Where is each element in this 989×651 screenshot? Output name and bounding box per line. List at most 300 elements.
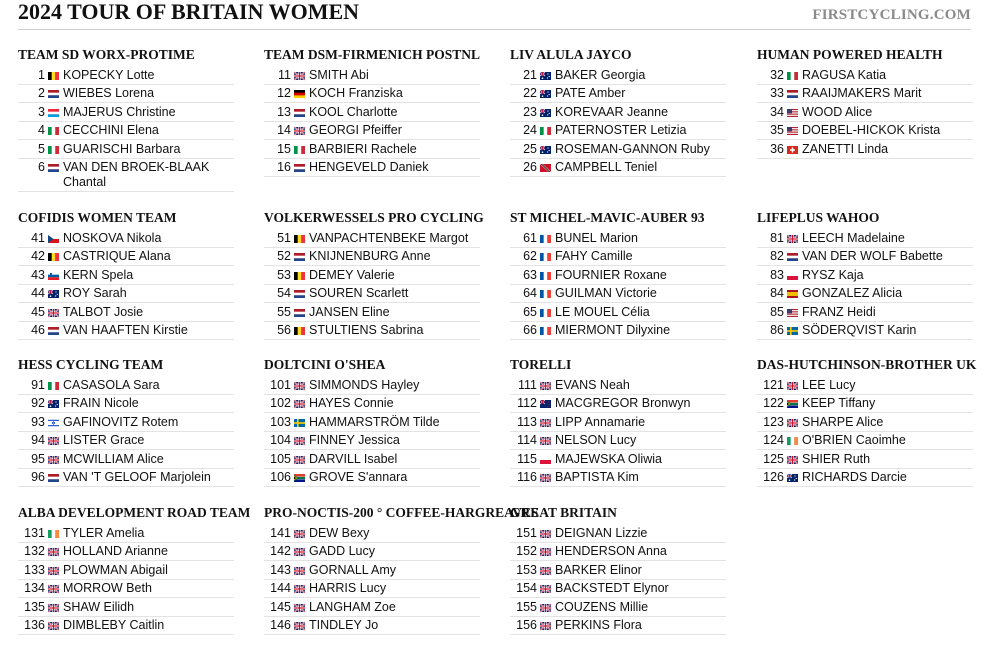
flag-it-icon bbox=[48, 382, 59, 390]
flag-gb-icon bbox=[540, 437, 551, 445]
rider-name[interactable]: GROVE S'annara bbox=[309, 470, 408, 484]
flag-au-icon bbox=[48, 400, 59, 408]
rider-name[interactable]: DEW Bexy bbox=[309, 525, 370, 540]
flag-tt-icon bbox=[540, 164, 551, 172]
rider-name[interactable]: SÖDERQVIST Karin bbox=[802, 323, 917, 337]
rider-name[interactable]: STULTIENS Sabrina bbox=[309, 323, 424, 337]
rider-name[interactable]: FOURNIER Roxane bbox=[555, 267, 667, 282]
flag-gb-icon bbox=[294, 622, 305, 630]
flag-fr-icon bbox=[540, 235, 551, 243]
flag-au-icon bbox=[540, 109, 551, 117]
rider-name[interactable]: VAN HAAFTEN Kirstie bbox=[63, 323, 188, 337]
bib-number: 6 bbox=[38, 160, 45, 174]
rider-name[interactable]: BACKSTEDT Elynor bbox=[555, 581, 669, 595]
bib-number: 113 bbox=[517, 414, 537, 429]
rider-row bbox=[757, 450, 973, 469]
bib-number: 53 bbox=[277, 267, 291, 282]
rider-row bbox=[757, 103, 973, 122]
team-block bbox=[510, 357, 728, 487]
rider-row bbox=[264, 322, 480, 341]
bib-number: 23 bbox=[523, 104, 537, 119]
rider-name[interactable]: DIMBLEBY Caitlin bbox=[63, 618, 165, 632]
flag-fr-icon bbox=[540, 309, 551, 317]
bib-number: 54 bbox=[277, 286, 291, 300]
flag-gb-icon bbox=[48, 604, 59, 612]
bib-number: 96 bbox=[31, 470, 45, 484]
bib-number: 142 bbox=[270, 544, 291, 558]
rider-row bbox=[18, 66, 234, 85]
bib-number: 61 bbox=[523, 230, 537, 245]
rider-row bbox=[264, 395, 480, 414]
flag-nl-icon bbox=[48, 327, 59, 335]
rider-row bbox=[510, 285, 726, 304]
rider-name[interactable]: PLOWMAN Abigail bbox=[63, 562, 168, 577]
flag-nl-icon bbox=[787, 253, 798, 261]
rider-row bbox=[757, 376, 973, 395]
flag-gb-icon bbox=[48, 548, 59, 556]
rider-name[interactable]: WOOD Alice bbox=[802, 104, 873, 119]
rider-name[interactable]: TYLER Amelia bbox=[63, 525, 145, 540]
bib-number: 122 bbox=[763, 396, 784, 410]
rider-name[interactable]: FINNEY Jessica bbox=[309, 433, 400, 447]
bib-number: 3 bbox=[38, 104, 45, 119]
flag-be-icon bbox=[294, 272, 305, 280]
rider-name[interactable]: PATERNOSTER Letizia bbox=[555, 123, 687, 137]
team-block bbox=[510, 210, 728, 340]
flag-au-icon bbox=[540, 90, 551, 98]
flag-gb-icon bbox=[787, 419, 798, 427]
rider-row bbox=[510, 229, 726, 248]
rider-row bbox=[510, 122, 726, 141]
rider-row bbox=[18, 266, 234, 285]
rider-row bbox=[757, 413, 973, 432]
flag-gb-icon bbox=[294, 567, 305, 575]
rider-row bbox=[18, 543, 234, 562]
bib-number: 1 bbox=[38, 67, 45, 82]
rider-name[interactable]: TINDLEY Jo bbox=[309, 618, 379, 632]
bib-number: 105 bbox=[270, 451, 291, 466]
rider-name[interactable]: CASTRIQUE Alana bbox=[63, 249, 171, 263]
team-block bbox=[264, 210, 482, 340]
rider-row bbox=[18, 322, 234, 341]
rider-row bbox=[264, 285, 480, 304]
rider-name[interactable]: VANPACHTENBEKE Margot bbox=[309, 230, 469, 245]
rider-name[interactable]: GUARISCHI Barbara bbox=[63, 141, 181, 156]
rider-name[interactable]: MAJERUS Christine bbox=[63, 104, 176, 119]
rider-name[interactable]: RAGUSA Katia bbox=[802, 67, 887, 82]
rider-name[interactable]: PERKINS Flora bbox=[555, 618, 642, 632]
bib-number: 86 bbox=[770, 323, 784, 337]
bib-number: 81 bbox=[770, 230, 784, 245]
bib-number: 104 bbox=[270, 433, 291, 447]
bib-number: 24 bbox=[523, 123, 537, 137]
flag-gb-icon bbox=[540, 530, 551, 538]
rider-row bbox=[510, 469, 726, 488]
team-name[interactable]: LIV ALULA JAYCO bbox=[510, 47, 632, 62]
bib-number: 156 bbox=[516, 618, 537, 632]
flag-nl-icon bbox=[48, 164, 59, 172]
rider-name[interactable]: ROSEMAN-GANNON Ruby bbox=[555, 141, 710, 156]
bib-number: 155 bbox=[516, 599, 537, 614]
rider-name[interactable]: RICHARDS Darcie bbox=[802, 470, 907, 484]
site-brand[interactable]: FIRSTCYCLING.COM bbox=[812, 7, 971, 23]
bib-number: 41 bbox=[31, 230, 45, 245]
team-name[interactable]: GREAT BRITAIN bbox=[510, 505, 617, 520]
team-name[interactable]: ALBA DEVELOPMENT ROAD TEAM bbox=[18, 505, 251, 520]
flag-gb-icon bbox=[540, 585, 551, 593]
rider-name[interactable]: PATE Amber bbox=[555, 86, 626, 100]
rider-row bbox=[264, 376, 480, 395]
rider-name[interactable]: SIMMONDS Hayley bbox=[309, 377, 420, 392]
rider-name[interactable]: MAJEWSKA Oliwia bbox=[555, 451, 662, 466]
rider-name[interactable]: COUZENS Millie bbox=[555, 599, 649, 614]
team-name[interactable]: TEAM SD WORX-PROTIME bbox=[18, 47, 195, 62]
flag-ie-icon bbox=[787, 437, 798, 445]
flag-gb-icon bbox=[540, 567, 551, 575]
bib-number: 136 bbox=[24, 618, 45, 632]
bib-number: 151 bbox=[516, 525, 537, 540]
flag-us-icon bbox=[787, 109, 798, 117]
rider-row bbox=[510, 450, 726, 469]
rider-name[interactable]: HOLLAND Arianne bbox=[63, 544, 168, 558]
team-name[interactable]: COFIDIS WOMEN TEAM bbox=[18, 210, 177, 225]
rider-name[interactable]: FAHY Camille bbox=[555, 249, 633, 263]
rider-name[interactable]: SOUREN Scarlett bbox=[309, 286, 409, 300]
flag-gb-icon bbox=[294, 72, 305, 80]
rider-row bbox=[757, 432, 973, 451]
rider-name[interactable]: GORNALL Amy bbox=[309, 562, 397, 577]
rider-name[interactable]: BARKER Elinor bbox=[555, 562, 642, 577]
rider-row bbox=[264, 122, 480, 141]
flag-se-icon bbox=[787, 327, 798, 335]
rider-name[interactable]: VAN DER WOLF Babette bbox=[802, 249, 943, 263]
rider-name[interactable]: DARVILL Isabel bbox=[309, 451, 398, 466]
rider-row bbox=[757, 285, 973, 304]
bib-number: 15 bbox=[277, 141, 291, 156]
rider-row bbox=[18, 248, 234, 267]
rider-name[interactable]: NOSKOVA Nikola bbox=[63, 230, 162, 245]
rider-row bbox=[510, 395, 726, 414]
bib-number: 134 bbox=[24, 581, 45, 595]
bib-number: 82 bbox=[770, 249, 784, 263]
bib-number: 95 bbox=[31, 451, 45, 466]
flag-gb-icon bbox=[787, 235, 798, 243]
rider-name[interactable]: DOEBEL-HICKOK Krista bbox=[802, 123, 941, 137]
bib-number: 132 bbox=[24, 544, 45, 558]
bib-number: 101 bbox=[270, 377, 291, 392]
rider-name[interactable]: CECCHINI Elena bbox=[63, 123, 159, 137]
rider-name[interactable]: LEECH Madelaine bbox=[802, 230, 905, 245]
rider-row bbox=[757, 122, 973, 141]
team-name[interactable]: TEAM DSM-FIRMENICH POSTNL bbox=[264, 47, 481, 62]
bib-number: 12 bbox=[277, 86, 291, 100]
rider-row bbox=[264, 103, 480, 122]
rider-row bbox=[757, 140, 973, 159]
rider-row bbox=[264, 159, 480, 178]
rider-row bbox=[264, 617, 480, 636]
rider-row bbox=[264, 524, 480, 543]
rider-name[interactable]: GADD Lucy bbox=[309, 544, 375, 558]
rider-name[interactable]: CAMPBELL Teniel bbox=[555, 160, 658, 174]
rider-row bbox=[757, 266, 973, 285]
rider-row bbox=[757, 322, 973, 341]
bib-number: 152 bbox=[516, 544, 537, 558]
bib-number: 102 bbox=[270, 396, 291, 410]
flag-be-icon bbox=[48, 72, 59, 80]
rider-name[interactable]: SHARPE Alice bbox=[802, 414, 884, 429]
team-block bbox=[757, 357, 975, 487]
team-name[interactable]: VOLKERWESSELS PRO CYCLING bbox=[264, 210, 484, 225]
flag-nl-icon bbox=[294, 253, 305, 261]
team-name[interactable]: LIFEPLUS WAHOO bbox=[757, 210, 880, 225]
rider-name[interactable]: MCWILLIAM Alice bbox=[63, 451, 164, 466]
rider-name[interactable]: FRAIN Nicole bbox=[63, 396, 139, 410]
flag-gb-icon bbox=[294, 382, 305, 390]
bib-number: 62 bbox=[523, 249, 537, 263]
rider-row bbox=[264, 450, 480, 469]
rider-row bbox=[510, 543, 726, 562]
rider-name[interactable]: LEE Lucy bbox=[802, 377, 856, 392]
rider-row bbox=[510, 266, 726, 285]
bib-number: 144 bbox=[270, 581, 291, 595]
bib-number: 145 bbox=[270, 599, 291, 614]
rider-row bbox=[264, 248, 480, 267]
bib-number: 26 bbox=[523, 160, 537, 174]
rider-row bbox=[510, 322, 726, 341]
team-name[interactable]: PRO-NOCTIS-200 ° COFFEE-HARGREAVES bbox=[264, 505, 539, 520]
rider-row bbox=[757, 395, 973, 414]
rider-name[interactable]: SMITH Abi bbox=[309, 67, 369, 82]
rider-row bbox=[264, 432, 480, 451]
bib-number: 92 bbox=[31, 396, 45, 410]
flag-gb-icon bbox=[294, 530, 305, 538]
bib-number: 4 bbox=[38, 123, 45, 137]
flag-gb-icon bbox=[540, 622, 551, 630]
rider-row bbox=[264, 580, 480, 599]
team-block bbox=[18, 210, 236, 340]
flag-gb-icon bbox=[48, 456, 59, 464]
team-block bbox=[18, 505, 251, 635]
team-name[interactable]: DAS-HUTCHINSON-BROTHER UK bbox=[757, 357, 977, 372]
bib-number: 124 bbox=[763, 433, 784, 447]
flag-il-icon bbox=[48, 419, 59, 427]
bib-number: 22 bbox=[523, 86, 537, 100]
rider-row bbox=[18, 450, 234, 469]
rider-name[interactable]: KERN Spela bbox=[63, 267, 134, 282]
rider-row bbox=[757, 469, 973, 488]
rider-name[interactable]: ROY Sarah bbox=[63, 286, 127, 300]
rider-name[interactable]: KOPECKY Lotte bbox=[63, 67, 155, 82]
rider-row bbox=[18, 122, 234, 141]
flag-se-icon bbox=[294, 419, 305, 427]
flag-nl-icon bbox=[294, 290, 305, 298]
rider-name[interactable]: ZANETTI Linda bbox=[802, 141, 889, 156]
flag-nl-icon bbox=[48, 90, 59, 98]
rider-name[interactable]: WIEBES Lorena bbox=[63, 86, 155, 100]
rider-name[interactable]: DEIGNAN Lizzie bbox=[555, 525, 648, 540]
rider-name[interactable]: EVANS Neah bbox=[555, 377, 630, 392]
rider-row bbox=[264, 303, 480, 322]
bib-number: 13 bbox=[277, 104, 291, 119]
rider-row bbox=[757, 66, 973, 85]
bib-number: 146 bbox=[270, 618, 291, 632]
flag-fr-icon bbox=[540, 327, 551, 335]
rider-row bbox=[18, 469, 234, 488]
bib-number: 111 bbox=[517, 377, 537, 392]
flag-it-icon bbox=[48, 127, 59, 135]
flag-de-icon bbox=[294, 90, 305, 98]
rider-name[interactable]: LISTER Grace bbox=[63, 433, 145, 447]
rider-row bbox=[510, 524, 726, 543]
bib-number: 45 bbox=[31, 304, 45, 319]
bib-number: 141 bbox=[270, 525, 291, 540]
rider-name[interactable]: MORROW Beth bbox=[63, 581, 152, 595]
flag-it-icon bbox=[787, 72, 798, 80]
bib-number: 112 bbox=[517, 396, 537, 410]
rider-name[interactable]: HARRIS Lucy bbox=[309, 581, 387, 595]
rider-name[interactable]: GUILMAN Victorie bbox=[555, 286, 657, 300]
flag-it-icon bbox=[540, 127, 551, 135]
team-name[interactable]: HESS CYCLING TEAM bbox=[18, 357, 164, 372]
bib-number: 44 bbox=[31, 286, 45, 300]
bib-number: 84 bbox=[770, 286, 784, 300]
rider-row bbox=[18, 376, 234, 395]
rider-name[interactable]: LE MOUEL Célia bbox=[555, 304, 650, 319]
rider-row bbox=[510, 248, 726, 267]
rider-name[interactable]: SHIER Ruth bbox=[802, 451, 871, 466]
bib-number: 114 bbox=[517, 433, 537, 447]
flag-gb-icon bbox=[48, 567, 59, 575]
rider-row bbox=[264, 229, 480, 248]
bib-number: 35 bbox=[770, 123, 784, 137]
rider-name[interactable]: MACGREGOR Bronwyn bbox=[555, 396, 691, 410]
rider-name[interactable]: BUNEL Marion bbox=[555, 230, 638, 245]
rider-name[interactable]: HENGEVELD Daniek bbox=[309, 160, 429, 174]
rider-name[interactable]: BARBIERI Rachele bbox=[309, 141, 417, 156]
rider-name[interactable]: NELSON Lucy bbox=[555, 433, 637, 447]
bib-number: 66 bbox=[523, 323, 537, 337]
rider-name[interactable]: O'BRIEN Caoimhe bbox=[802, 433, 906, 447]
rider-row bbox=[510, 413, 726, 432]
bib-number: 51 bbox=[277, 230, 291, 245]
bib-number: 5 bbox=[38, 141, 45, 156]
flag-nl-icon bbox=[48, 474, 59, 482]
rider-name[interactable]: GONZALEZ Alicia bbox=[802, 286, 903, 300]
rider-name[interactable]: GAFINOVITZ Rotem bbox=[63, 414, 179, 429]
rider-row bbox=[18, 285, 234, 304]
rider-name[interactable]: KEEP Tiffany bbox=[802, 396, 876, 410]
flag-ch-icon bbox=[787, 146, 798, 154]
rider-name[interactable]: HAMMARSTRÖM Tilde bbox=[309, 414, 440, 429]
rider-name[interactable]: HAYES Connie bbox=[309, 396, 394, 410]
flag-nl-icon bbox=[787, 90, 798, 98]
rider-row bbox=[18, 303, 234, 322]
rider-name[interactable]: FRANZ Heidi bbox=[802, 304, 876, 319]
rider-name[interactable]: LIPP Annamarie bbox=[555, 414, 646, 429]
page-title: 2024 TOUR OF BRITAIN WOMEN bbox=[18, 0, 360, 24]
team-name[interactable]: DOLTCINI O'SHEA bbox=[264, 357, 386, 372]
flag-gb-icon bbox=[540, 419, 551, 427]
flag-au-icon bbox=[48, 290, 59, 298]
bib-number: 25 bbox=[523, 141, 537, 156]
rider-row bbox=[510, 103, 726, 122]
rider-name[interactable]: KNIJNENBURG Anne bbox=[309, 249, 431, 263]
bib-number: 42 bbox=[31, 249, 45, 263]
bib-number: 123 bbox=[763, 414, 784, 429]
bib-number: 125 bbox=[763, 451, 784, 466]
rider-row bbox=[510, 598, 726, 617]
rider-name[interactable]: KOOL Charlotte bbox=[309, 104, 398, 119]
team-name[interactable]: ST MICHEL-MAVIC-AUBER 93 bbox=[510, 210, 705, 225]
rider-name[interactable]: KOREVAAR Jeanne bbox=[555, 104, 669, 119]
rider-name[interactable]: TALBOT Josie bbox=[63, 304, 144, 319]
bib-number: 43 bbox=[31, 267, 45, 282]
rider-name[interactable]: BAKER Georgia bbox=[555, 67, 646, 82]
bib-number: 52 bbox=[277, 249, 291, 263]
flag-gb-icon bbox=[540, 474, 551, 482]
bib-number: 103 bbox=[270, 414, 291, 429]
rider-name[interactable]: RYSZ Kaja bbox=[802, 267, 864, 282]
team-name[interactable]: HUMAN POWERED HEALTH bbox=[757, 47, 943, 62]
rider-row bbox=[757, 303, 973, 322]
rider-row bbox=[510, 432, 726, 451]
bib-number: 126 bbox=[763, 470, 784, 484]
rider-row bbox=[18, 229, 234, 248]
team-block bbox=[757, 47, 975, 159]
flag-gb-icon bbox=[294, 437, 305, 445]
rider-row bbox=[264, 561, 480, 580]
bib-number: 83 bbox=[770, 267, 784, 282]
rider-row bbox=[18, 159, 234, 193]
bib-number: 32 bbox=[770, 67, 784, 82]
bib-number: 133 bbox=[24, 562, 45, 577]
rider-name[interactable]: DEMEY Valerie bbox=[309, 267, 395, 282]
rider-name[interactable]: SHAW Eilidh bbox=[63, 599, 135, 614]
bib-number: 33 bbox=[770, 86, 784, 100]
flag-gb-icon bbox=[48, 622, 59, 630]
rider-name[interactable]: BAPTISTA Kim bbox=[555, 470, 639, 484]
team-name[interactable]: TORELLI bbox=[510, 357, 572, 372]
rider-name[interactable]: LANGHAM Zoe bbox=[309, 599, 396, 614]
header-divider bbox=[18, 29, 971, 30]
rider-row bbox=[510, 561, 726, 580]
rider-row bbox=[264, 266, 480, 285]
bib-number: 11 bbox=[278, 67, 291, 82]
rider-row bbox=[264, 140, 480, 159]
rider-row bbox=[510, 376, 726, 395]
flag-es-icon bbox=[787, 290, 798, 298]
rider-name[interactable]: VAN DEN BROEK-BLAAK Chantal bbox=[63, 160, 210, 189]
rider-name[interactable]: JANSEN Eline bbox=[309, 304, 390, 319]
rider-name[interactable]: VAN 'T GELOOF Marjolein bbox=[63, 470, 211, 484]
flag-gb-icon bbox=[48, 585, 59, 593]
rider-name[interactable]: MIERMONT Dilyxine bbox=[555, 323, 671, 337]
bib-number: 46 bbox=[31, 323, 45, 337]
rider-name[interactable]: RAAIJMAKERS Marit bbox=[802, 86, 922, 100]
rider-name[interactable]: HENDERSON Anna bbox=[555, 544, 667, 558]
flag-au-icon bbox=[540, 72, 551, 80]
rider-row bbox=[757, 229, 973, 248]
flag-fr-icon bbox=[540, 253, 551, 261]
rider-name[interactable]: GEORGI Pfeiffer bbox=[309, 123, 402, 137]
team-block bbox=[264, 47, 482, 177]
bib-number: 154 bbox=[516, 581, 537, 595]
rider-name[interactable]: KOCH Franziska bbox=[309, 86, 403, 100]
flag-ie-icon bbox=[48, 530, 59, 538]
rider-row bbox=[264, 66, 480, 85]
flag-za-icon bbox=[787, 400, 798, 408]
rider-name[interactable]: CASASOLA Sara bbox=[63, 377, 160, 392]
